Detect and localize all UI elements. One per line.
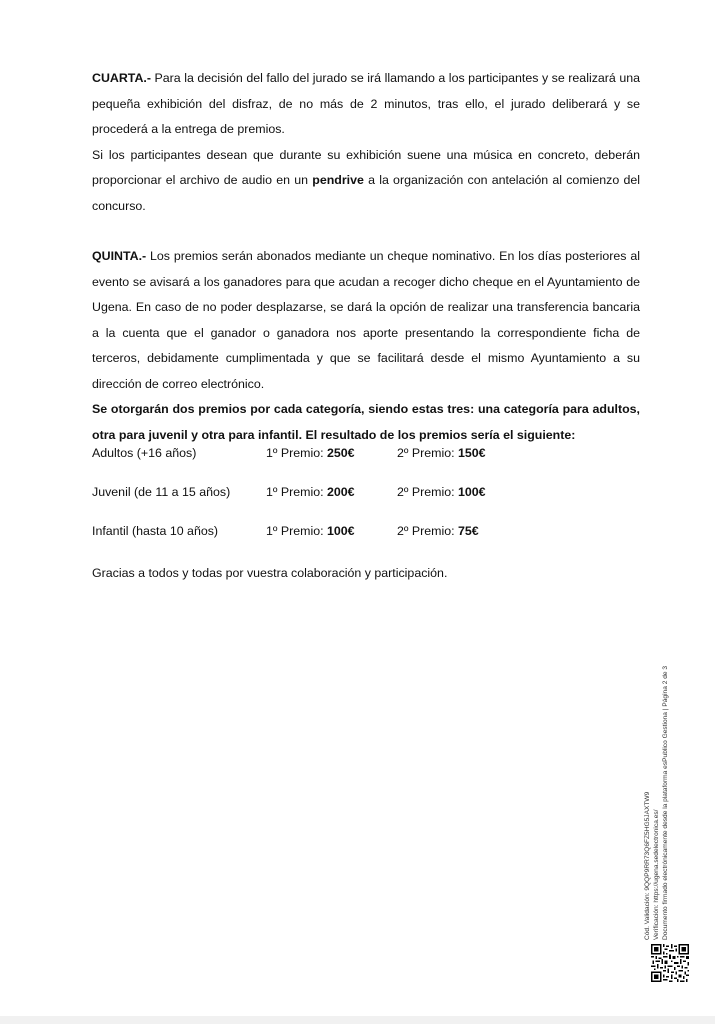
- prize-row: [92, 520, 612, 559]
- cuarta-heading: CUARTA.-: [92, 71, 151, 85]
- cuarta-text-1: Para la decisión del fallo del jurado se irá llamando a los participantes y se realizará una pequeña exhibición del disfraz, de no más de 2 minutos, tras ello, el jurado deliberará y se procederá a la entrega de premios.: [92, 71, 640, 136]
- quinta-paragraph-1: [92, 244, 640, 397]
- page-bottom-edge: [0, 1016, 715, 1024]
- second-prize-amount: 100€: [458, 485, 486, 499]
- quinta-bold-paragraph: Se otorgarán dos premios por cada categoría, siendo estas tres: una categoría para adultos, otra para juvenil y otra para infantil. El resultado de los premios sería el siguiente:: [92, 402, 640, 442]
- second-prize: [397, 520, 479, 542]
- second-prize-amount: 75€: [458, 524, 479, 538]
- document-body: [92, 66, 640, 448]
- prize-table: [92, 442, 612, 559]
- cuarta-text-2c: a la organización con antelación al comienzo del concurso.: [92, 173, 641, 213]
- cuarta-paragraph-1: [92, 66, 640, 143]
- second-prize-label: 2º Premio:: [397, 446, 458, 460]
- second-prize: [397, 481, 486, 503]
- signature-note: Documento firmado electrónicamente desde la plataforma esPublico Gestiona | Página 2 de 3: [662, 665, 669, 940]
- second-prize-label: 2º Premio:: [397, 485, 458, 499]
- first-prize-amount: 200€: [327, 485, 355, 499]
- validation-code: Cód. Validación: 9QQP9RR73Q6FZ5HG5JAXTW9: [644, 791, 651, 940]
- second-prize-amount: 150€: [458, 446, 486, 460]
- first-prize-label: 1º Premio:: [266, 446, 327, 460]
- cuarta-text-2a: Si los participantes desean que durante su exhibición suene una música en concreto, deberán proporcionar el archivo de audio en un: [92, 147, 640, 187]
- first-prize-amount: 100€: [327, 524, 355, 538]
- first-prize: [266, 520, 355, 542]
- first-prize: [266, 481, 355, 503]
- cuarta-paragraph-2: [92, 143, 640, 220]
- validation-footer: [643, 630, 670, 940]
- prize-row: [92, 442, 612, 481]
- paragraph-gap: [92, 219, 640, 244]
- prize-category: Juvenil (de 11 a 15 años): [92, 485, 231, 499]
- pendrive-word: pendrive: [312, 173, 364, 187]
- qr-code: [651, 944, 689, 982]
- quinta-text-1: Los premios serán abonados mediante un cheque nominativo. En los días posteriores al evento se avisará a los ganadores para que acudan a recoger dicho cheque en el Ayuntamiento de Ugena. En caso de no poder desplazarse, se dará la opción de realizar una transferencia bancaria a la cuenta que el ganador o ganadora nos aporte presentando la correspondiente ficha de terceros, debidamente cumplimentada y que se facilitará desde el mismo Ayuntamiento a su dirección de correo electrónico.: [92, 249, 640, 391]
- prize-row: [92, 481, 612, 520]
- second-prize-label: 2º Premio:: [397, 524, 458, 538]
- prize-category: Adultos (+16 años): [92, 446, 197, 460]
- quinta-heading: QUINTA.-: [92, 249, 147, 263]
- verification-link[interactable]: Verificación: https://ugena.sedelectronica.es/: [653, 809, 660, 940]
- first-prize-label: 1º Premio:: [266, 485, 327, 499]
- first-prize: [266, 442, 355, 464]
- first-prize-label: 1º Premio:: [266, 524, 327, 538]
- closing-text: Gracias a todos y todas por vuestra colaboración y participación.: [92, 566, 448, 580]
- prize-category: Infantil (hasta 10 años): [92, 524, 219, 538]
- first-prize-amount: 250€: [327, 446, 355, 460]
- second-prize: [397, 442, 486, 464]
